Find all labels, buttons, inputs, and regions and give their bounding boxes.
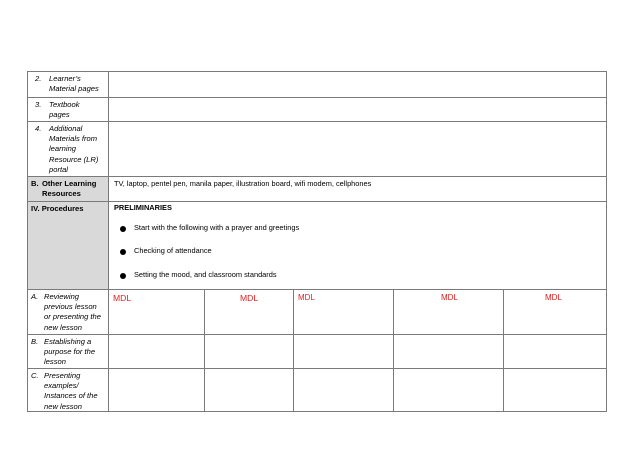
day-cell	[109, 290, 205, 334]
procedure-bullet: Start with the following with a prayer and greetings	[134, 223, 300, 232]
day-cell	[394, 335, 504, 368]
day-cell	[294, 290, 394, 334]
row-label-cell	[28, 72, 109, 97]
mdl-label: MDL	[545, 293, 562, 302]
day-cell	[205, 369, 294, 411]
row-number: 2.	[35, 74, 42, 83]
row-content-cell	[109, 290, 606, 334]
row-label: Reviewing previous lesson or presenting the new lesson	[44, 292, 101, 332]
day-cell	[109, 369, 205, 411]
day-cell	[394, 369, 504, 411]
row-label-cell	[28, 335, 109, 368]
row-content-cell	[109, 177, 606, 201]
lesson-plan-table	[27, 71, 607, 412]
mdl-label: MDL	[240, 293, 259, 303]
row-number: 3.	[35, 100, 42, 109]
row-content-cell	[109, 335, 606, 368]
row-label-cell	[28, 290, 109, 334]
row-label-cell	[28, 202, 109, 289]
row-number: C.	[31, 371, 39, 380]
row-label-cell	[28, 98, 109, 121]
row-content-cell	[109, 72, 606, 97]
day-cell	[109, 335, 205, 368]
table-row	[28, 72, 606, 98]
row-content-cell	[109, 369, 606, 411]
day-cell	[294, 369, 394, 411]
row-label: Presenting examples/ Instances of the new lesson	[44, 371, 98, 411]
table-row	[28, 122, 606, 177]
day-cell	[504, 290, 606, 334]
row-label-cell	[28, 369, 109, 411]
row-label: Learner’s Material pages	[49, 74, 99, 94]
row-content-cell	[109, 202, 606, 289]
row-content-cell	[109, 122, 606, 176]
row-label: IV. Procedures	[31, 204, 84, 213]
table-row	[28, 290, 606, 335]
resources-text: TV, laptop, pentel pen, manila paper, illustration board, wifi modem, cellphones	[114, 179, 372, 188]
day-cell	[294, 335, 394, 368]
row-label-cell	[28, 122, 109, 176]
row-content-cell	[109, 98, 606, 121]
day-cell	[205, 335, 294, 368]
bullet-icon	[120, 249, 126, 255]
row-label: Other Learning Resources	[42, 179, 97, 199]
bullet-icon	[120, 273, 126, 279]
table-row	[28, 177, 606, 202]
day-cell	[504, 369, 606, 411]
mdl-label: MDL	[113, 293, 132, 303]
row-number: A.	[31, 292, 39, 301]
row-number: B.	[31, 179, 39, 188]
preliminaries-heading: PRELIMINARIES	[114, 203, 172, 212]
row-label: Additional Materials from learning Resource (LR) portal	[49, 124, 99, 174]
row-number: 4.	[35, 124, 42, 133]
procedure-bullet: Setting the mood, and classroom standards	[134, 270, 277, 279]
day-cell	[504, 335, 606, 368]
row-label: Establishing a purpose for the lesson	[44, 337, 96, 367]
day-cell	[394, 290, 504, 334]
mdl-label: MDL	[441, 293, 458, 302]
row-label: Textbook pages	[49, 100, 80, 120]
table-row	[28, 369, 606, 411]
table-row	[28, 98, 606, 122]
row-number: B.	[31, 337, 39, 346]
table-row	[28, 202, 606, 290]
bullet-icon	[120, 226, 126, 232]
table-row	[28, 335, 606, 369]
day-cell	[205, 290, 294, 334]
procedure-bullet: Checking of attendance	[134, 246, 212, 255]
row-label-cell	[28, 177, 109, 201]
mdl-label: MDL	[298, 293, 315, 302]
